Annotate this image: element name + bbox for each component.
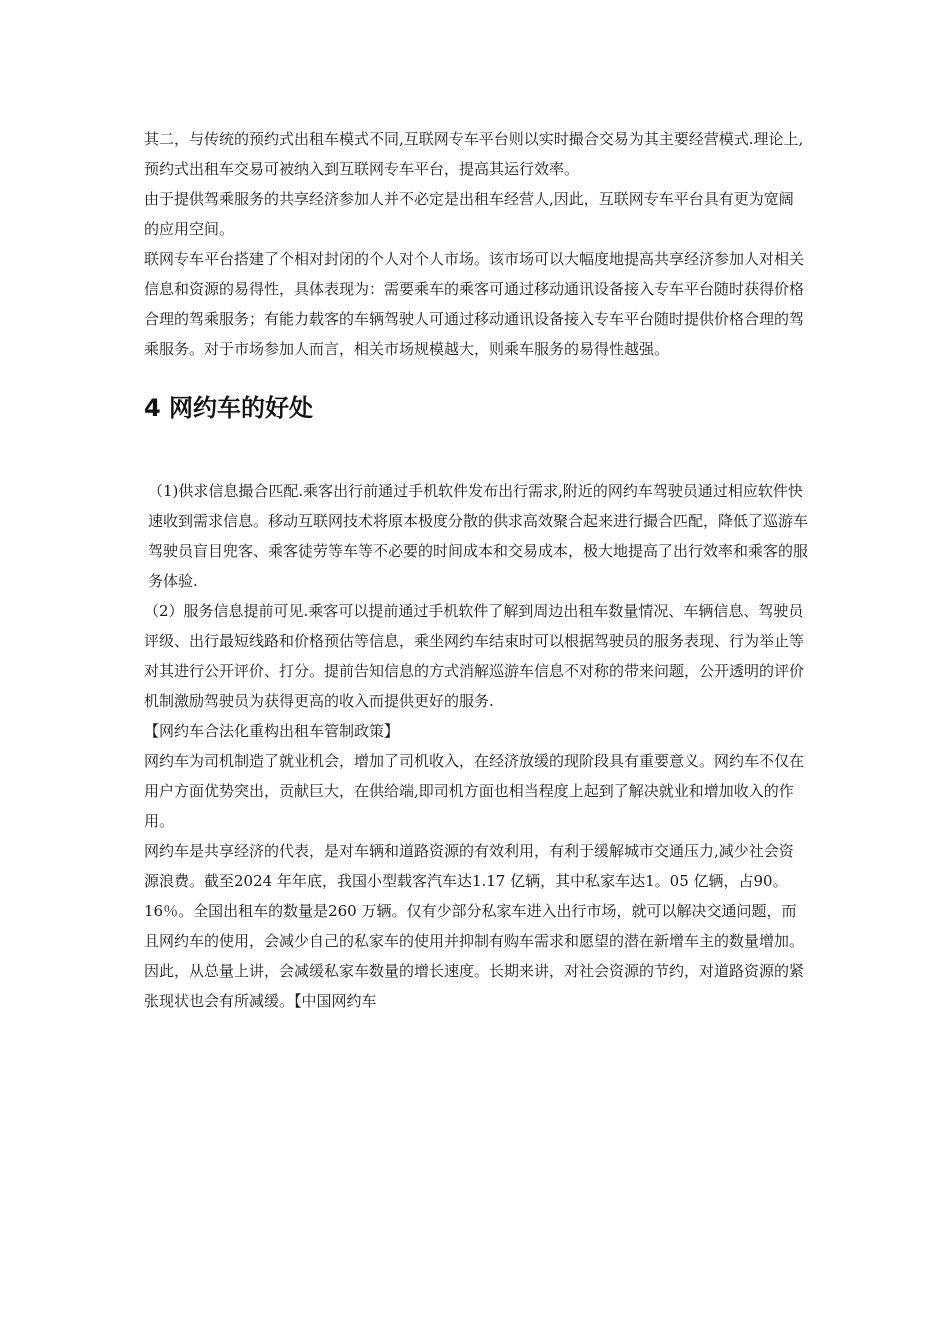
paragraph-platform-model: 其二，与传统的预约式出租车模式不同,互联网专车平台则以实时撮合交易为其主要经营模式.理论上,预约式出租车交易可被纳入到互联网专车平台，提高其运行效率。 <box>144 130 804 178</box>
paragraph-sharing-economy: 网约车是共享经济的代表，是对车辆和道路资源的有效利用，有利于缓解城市交通压力,减少社会资源浪费。截至2024 年年底，我国小型载客汽车达1.17 亿辆，其中私家车达1。05 亿辆，占90。16％。全国出租车的数量是260 万辆。仅有少部分私家车进入出行市场，就可以解决交通问题，而且网约车的使用，会减少自己的私家车的使用并抑制有购车需求和愿望的潜在新增车主的数量增加。因此，从总量上讲，会减缓私家车数量的增长速度。长期来讲，对社会资源的节约，对道路资源的紧张现状也会有所减缓。【中国网约车 <box>144 842 805 1010</box>
paragraph-service-info-visible: （2）服务信息提前可见.乘客可以提前通过手机软件了解到周边出租车数量情况、车辆信息、驾驶员评级、出行最短线路和价格预估等信息，乘坐网约车结束时可以根据驾驶员的服务表现、行为举止等对其进行公开评价、打分。提前告知信息的方式消解巡游车信息不对称的带来问题，公开透明的评价机制激励驾驶员为获得更高的收入而提供更好的服务. <box>144 602 805 710</box>
document-page <box>144 124 808 1016</box>
paragraph-supply-demand-matching: （1)供求信息撮合匹配.乘客出行前通过手机软件发布出行需求,附近的网约车驾驶员通过相应软件快速收到需求信息。移动互联网技术将原本极度分散的供求高效聚合起来进行撮合匹配，降低了巡游车驾驶员盲目兜客、乘客徒劳等车等不必要的时间成本和交易成本，极大地提高了出行效率和乘客的服务体验. <box>148 482 809 590</box>
paragraph-p2p-market: 联网专车平台搭建了个相对封闭的个人对个人市场。该市场可以大幅度地提高共享经济参加人对相关信息和资源的易得性，具体表现为：需要乘车的乘客可通过移动通讯设备接入专车平台随时获得价格合理的驾乘服务；有能力载客的车辆驾驶人可通过移动通讯设备接入专车平台随时提供价格合理的驾乘服务。对于市场参加人而言，相关市场规模越大，则乘车服务的易得性越强。 <box>144 250 805 358</box>
paragraph-participants: 由于提供驾乘服务的共享经济参加人并不必定是出租车经营人,因此，互联网专车平台具有更为宽阔的应用空间。 <box>144 190 794 238</box>
paragraph-policy-bracket-title: 【网约车合法化重构出租车管制政策】 <box>144 722 400 740</box>
paragraph-employment: 网约车为司机制造了就业机会，增加了司机收入，在经济放缓的现阶段具有重要意义。网约车不仅在用户方面优势突出，贡献巨大，在供给端,即司机方面也相当程度上起到了解决就业和增加收入的作用。 <box>144 752 805 830</box>
section-heading: 4 网约车的好处 <box>144 394 314 422</box>
